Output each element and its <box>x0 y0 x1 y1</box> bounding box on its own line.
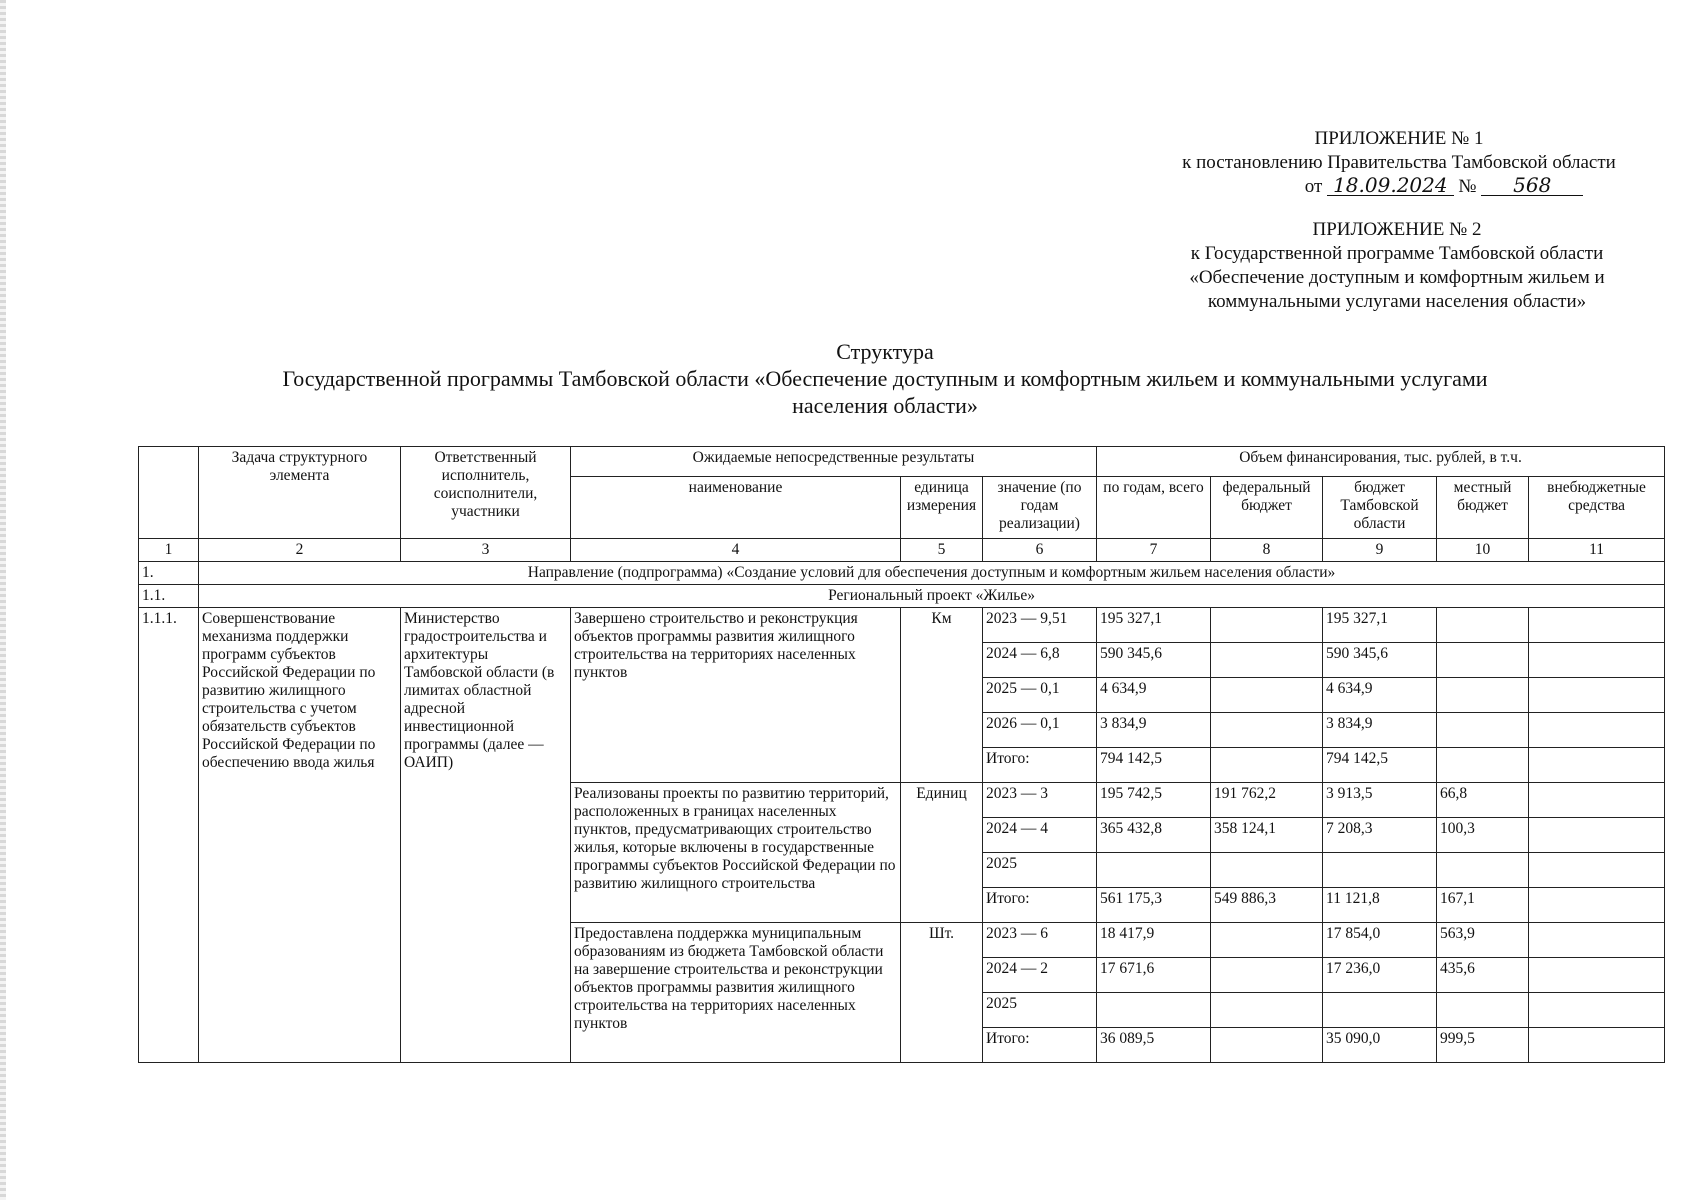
col-number: 3 <box>401 539 571 562</box>
appendix-1-header <box>1149 127 1649 199</box>
handwritten-date: 18.09.2024 <box>1327 175 1454 196</box>
subsection-row <box>139 585 1665 608</box>
col-number: 5 <box>901 539 983 562</box>
result-unit: Шт. <box>901 923 983 1063</box>
document-title <box>130 338 1640 419</box>
col-number: 10 <box>1437 539 1529 562</box>
regional-cell: 3 913,5 <box>1323 783 1437 818</box>
appendix-2-line-1: к Государственной программе Тамбовской области <box>1190 243 1604 264</box>
header-responsible: Ответственный исполнитель, соисполнители, участники <box>401 447 571 539</box>
value-cell: 2023 — 6 <box>983 923 1097 958</box>
local-cell <box>1437 853 1529 888</box>
extra-cell <box>1529 888 1665 923</box>
total-cell: 195 742,5 <box>1097 783 1211 818</box>
result-unit: Км <box>901 608 983 783</box>
header-extra: внебюджетные средства <box>1529 477 1665 539</box>
header-total-years: по годам, всего <box>1097 477 1211 539</box>
extra-cell <box>1529 678 1665 713</box>
regional-cell: 35 090,0 <box>1323 1028 1437 1063</box>
federal-cell <box>1211 923 1323 958</box>
total-cell: 18 417,9 <box>1097 923 1211 958</box>
regional-cell: 7 208,3 <box>1323 818 1437 853</box>
result-name: Предоставлена поддержка муниципальным образованиям из бюджета Тамбовской области на завершение строительства и реконструкции объектов программы развития жилищного строительства на территориях населенных пунктов <box>571 923 901 1063</box>
total-cell: 4 634,9 <box>1097 678 1211 713</box>
task-cell: Совершенствование механизма поддержки программ субъектов Российской Федерации по развитию жилищного строительства с учетом обязательств субъектов Российской Федерации по обеспечению ввода жилья <box>199 608 401 1063</box>
col-number: 8 <box>1211 539 1323 562</box>
value-cell: 2025 <box>983 853 1097 888</box>
section-title: Направление (подпрограмма) «Создание условий для обеспечения доступным и комфортным жильем населения области» <box>199 562 1665 585</box>
number-prefix: № <box>1458 176 1477 197</box>
section-row <box>139 562 1665 585</box>
local-cell <box>1437 643 1529 678</box>
total-cell: 17 671,6 <box>1097 958 1211 993</box>
local-cell: 999,5 <box>1437 1028 1529 1063</box>
column-numbers-row <box>139 539 1665 562</box>
federal-cell <box>1211 958 1323 993</box>
appendix-2-title: ПРИЛОЖЕНИЕ № 2 <box>1312 219 1482 240</box>
value-cell: 2023 — 9,51 <box>983 608 1097 643</box>
value-cell: Итого: <box>983 1028 1097 1063</box>
federal-cell <box>1211 853 1323 888</box>
local-cell <box>1437 678 1529 713</box>
subsection-number: 1.1. <box>139 585 199 608</box>
regional-cell: 11 121,8 <box>1323 888 1437 923</box>
appendix-1-date-line <box>1239 175 1649 199</box>
col-number: 4 <box>571 539 901 562</box>
col-number: 7 <box>1097 539 1211 562</box>
result-row <box>139 608 1665 643</box>
title-line-1: Структура <box>836 339 934 364</box>
local-cell: 100,3 <box>1437 818 1529 853</box>
extra-cell <box>1529 993 1665 1028</box>
value-cell: 2026 — 0,1 <box>983 713 1097 748</box>
structure-table <box>138 446 1665 1063</box>
regional-cell: 195 327,1 <box>1323 608 1437 643</box>
local-cell <box>1437 993 1529 1028</box>
col-number: 2 <box>199 539 401 562</box>
regional-cell: 17 854,0 <box>1323 923 1437 958</box>
extra-cell <box>1529 1028 1665 1063</box>
regional-cell: 590 345,6 <box>1323 643 1437 678</box>
value-cell: Итого: <box>983 888 1097 923</box>
regional-cell: 3 834,9 <box>1323 713 1437 748</box>
regional-cell: 794 142,5 <box>1323 748 1437 783</box>
result-unit: Единиц <box>901 783 983 923</box>
value-cell: Итого: <box>983 748 1097 783</box>
regional-cell: 4 634,9 <box>1323 678 1437 713</box>
scan-edge <box>0 0 6 1200</box>
row-number: 1.1.1. <box>139 608 199 1063</box>
value-cell: 2024 — 6,8 <box>983 643 1097 678</box>
title-line-3: населения области» <box>792 393 978 418</box>
header-value: значение (по годам реализации) <box>983 477 1097 539</box>
col-number: 6 <box>983 539 1097 562</box>
value-cell: 2025 <box>983 993 1097 1028</box>
header-cell-num <box>139 447 199 539</box>
federal-cell: 549 886,3 <box>1211 888 1323 923</box>
total-cell <box>1097 993 1211 1028</box>
extra-cell <box>1529 818 1665 853</box>
federal-cell <box>1211 678 1323 713</box>
extra-cell <box>1529 608 1665 643</box>
value-cell: 2023 — 3 <box>983 783 1097 818</box>
federal-cell <box>1211 713 1323 748</box>
local-cell: 167,1 <box>1437 888 1529 923</box>
result-name: Реализованы проекты по развитию территорий, расположенных в границах населенных пунктов, предусматривающих строительство жилья, которые включены в государственные программы субъектов Российской Федерации по развитию жилищного строительства <box>571 783 901 923</box>
total-cell: 794 142,5 <box>1097 748 1211 783</box>
header-funding: Объем финансирования, тыс. рублей, в т.ч. <box>1097 447 1665 477</box>
local-cell <box>1437 713 1529 748</box>
header-regional: бюджет Тамбовской области <box>1323 477 1437 539</box>
federal-cell: 358 124,1 <box>1211 818 1323 853</box>
appendix-1-line: к постановлению Правительства Тамбовской области <box>1182 152 1616 173</box>
total-cell: 36 089,5 <box>1097 1028 1211 1063</box>
header-local: местный бюджет <box>1437 477 1529 539</box>
header-results: Ожидаемые непосредственные результаты <box>571 447 1097 477</box>
total-cell: 195 327,1 <box>1097 608 1211 643</box>
extra-cell <box>1529 853 1665 888</box>
local-cell <box>1437 748 1529 783</box>
federal-cell <box>1211 993 1323 1028</box>
appendix-1-title: ПРИЛОЖЕНИЕ № 1 <box>1314 128 1484 149</box>
total-cell: 561 175,3 <box>1097 888 1211 923</box>
value-cell: 2024 — 2 <box>983 958 1097 993</box>
col-number: 1 <box>139 539 199 562</box>
total-cell <box>1097 853 1211 888</box>
federal-cell <box>1211 748 1323 783</box>
appendix-2-line-2: «Обеспечение доступным и комфортным жильем и <box>1189 267 1605 288</box>
section-number: 1. <box>139 562 199 585</box>
header-task: Задача структурного элемента <box>199 447 401 539</box>
extra-cell <box>1529 748 1665 783</box>
local-cell <box>1437 608 1529 643</box>
header-unit: единица измерения <box>901 477 983 539</box>
col-number: 11 <box>1529 539 1665 562</box>
appendix-2-line-3: коммунальными услугами населения области» <box>1207 291 1587 312</box>
extra-cell <box>1529 783 1665 818</box>
extra-cell <box>1529 958 1665 993</box>
federal-cell <box>1211 643 1323 678</box>
extra-cell <box>1529 643 1665 678</box>
responsible-cell: Министерство градостроительства и архитектуры Тамбовской области (в лимитах областной адресной инвестиционной программы (далее — ОАИП) <box>401 608 571 1063</box>
local-cell: 66,8 <box>1437 783 1529 818</box>
regional-cell: 17 236,0 <box>1323 958 1437 993</box>
extra-cell <box>1529 923 1665 958</box>
subsection-title: Региональный проект «Жилье» <box>199 585 1665 608</box>
header-name: наименование <box>571 477 901 539</box>
extra-cell <box>1529 713 1665 748</box>
value-cell: 2024 — 4 <box>983 818 1097 853</box>
value-cell: 2025 — 0,1 <box>983 678 1097 713</box>
col-number: 9 <box>1323 539 1437 562</box>
federal-cell <box>1211 1028 1323 1063</box>
total-cell: 3 834,9 <box>1097 713 1211 748</box>
title-line-2: Государственной программы Тамбовской области «Обеспечение доступным и комфортным жильем и коммунальными услугами <box>282 366 1488 391</box>
date-prefix: от <box>1304 176 1323 197</box>
header-federal: федеральный бюджет <box>1211 477 1323 539</box>
total-cell: 590 345,6 <box>1097 643 1211 678</box>
federal-cell: 191 762,2 <box>1211 783 1323 818</box>
handwritten-number: 568 <box>1481 175 1583 196</box>
local-cell: 435,6 <box>1437 958 1529 993</box>
regional-cell <box>1323 993 1437 1028</box>
local-cell: 563,9 <box>1437 923 1529 958</box>
regional-cell <box>1323 853 1437 888</box>
total-cell: 365 432,8 <box>1097 818 1211 853</box>
appendix-2-header <box>1157 218 1637 314</box>
federal-cell <box>1211 608 1323 643</box>
result-name: Завершено строительство и реконструкция объектов программы развития жилищного строительства на территориях населенных пунктов <box>571 608 901 783</box>
